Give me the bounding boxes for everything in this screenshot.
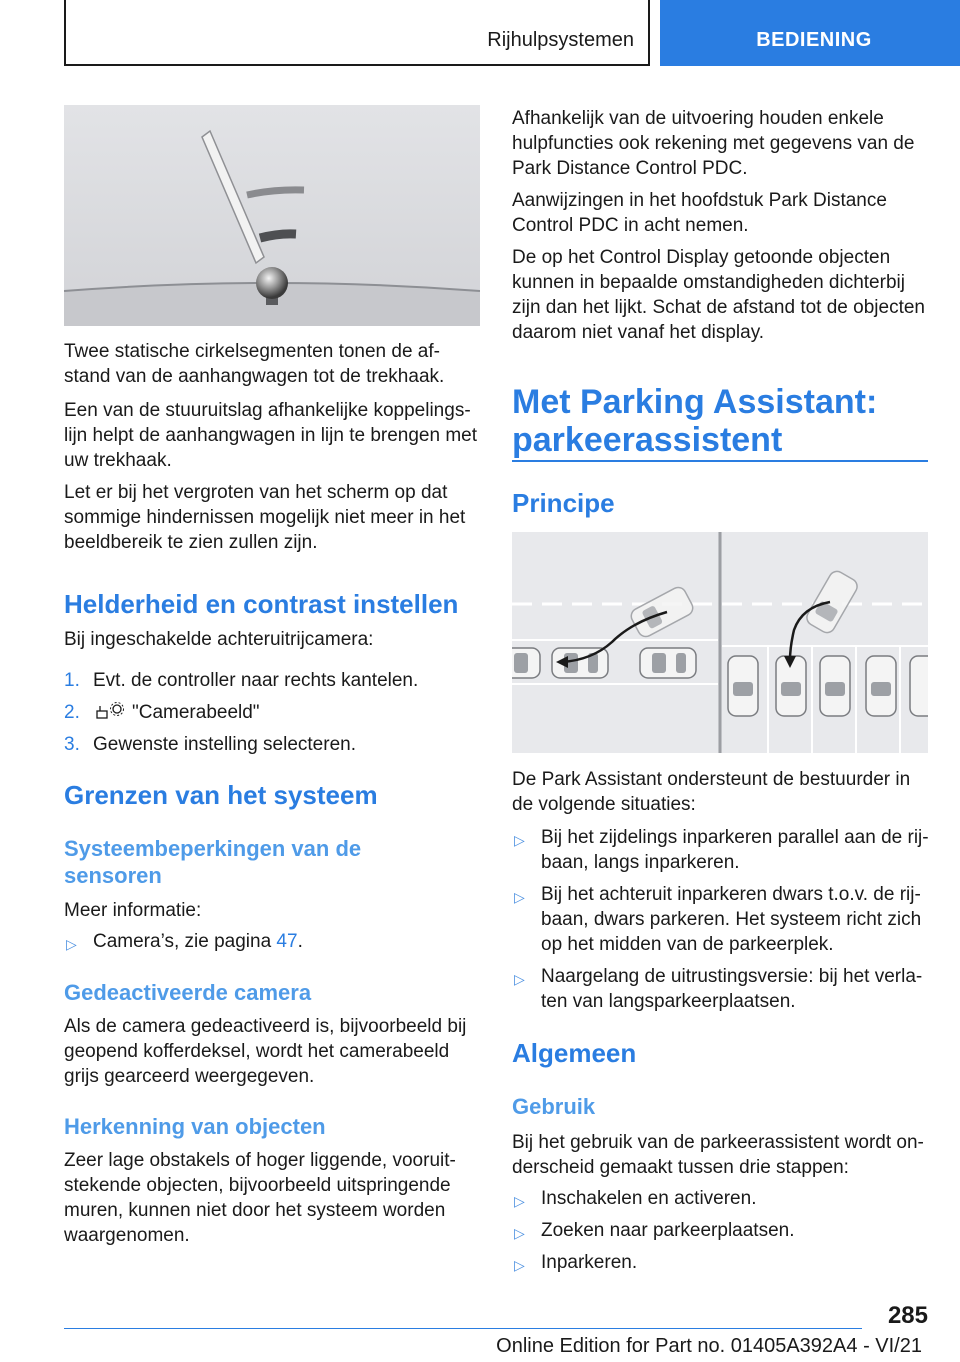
heading-object-detection: Herkenning van objecten — [64, 1114, 326, 1139]
header-section-frame — [64, 0, 650, 66]
use-step-text: Zoeken naar parkeerplaatsen. — [541, 1220, 795, 1241]
use-step-text: Inschakelen en activeren. — [541, 1188, 757, 1209]
footer-edition: Online Edition for Part no. 01405A392A4 - VI/21 — [496, 1335, 922, 1357]
camera-settings-icon — [95, 700, 127, 731]
right-paragraph-2: Aanwijzingen in het hoofdstuk Park Distance Control PDC in acht nemen. — [512, 190, 887, 236]
object-detection-text: Zeer lage obstakels of hoger liggende, vooruit- stekende objecten, bijvoorbeeld uitspringende muren, kunnen niet door het systeem worden waargenomen. — [64, 1150, 456, 1246]
triangle-right-icon: ▷ — [514, 971, 525, 987]
triangle-right-icon: ▷ — [514, 832, 525, 848]
right-paragraph-1: Afhankelijk van de uitvoering houden enkele hulpfuncties ook rekening met gegevens van de Park Distance Control PDC. — [512, 108, 915, 179]
parking-scenarios-graphic — [512, 532, 928, 753]
principle-intro: De Park Assistant ondersteunt de bestuurder in de volgende situaties: — [512, 769, 911, 815]
page-number: 285 — [887, 1302, 928, 1329]
page-header — [0, 0, 960, 66]
heading-brightness: Helderheid en contrast instellen — [64, 589, 459, 619]
situation-text: Naargelang de uitrustingsversie: bij het verla- ten van langsparkeerplaatsen. — [541, 966, 923, 1012]
footer-rule — [64, 1328, 862, 1329]
parking-scenarios-illustration — [512, 532, 928, 753]
left-paragraph-2: Een van de stuuruitslag afhankelijke koppelings- lijn helpt de aanhangwagen in lijn te brengen met uw trekhaak. — [64, 400, 478, 471]
heading-deactivated-camera: Gedeactiveerde camera — [64, 980, 312, 1005]
parked-car — [640, 648, 696, 678]
heading-system-limits: Grenzen van het systeem — [64, 780, 378, 810]
camera-reference-text — [93, 929, 303, 954]
camera-guideline-illustration — [64, 105, 480, 326]
step-number: 1. — [64, 670, 80, 691]
more-info-label: Meer informatie: — [64, 900, 202, 921]
step-text: Evt. de controller naar rechts kantelen. — [93, 670, 419, 691]
parked-car — [910, 656, 928, 716]
step-text: "Camerabeeld" — [132, 702, 260, 723]
parked-car — [512, 648, 540, 678]
left-paragraph-1: Twee statische cirkelsegmenten tonen de af- stand van de aanhangwagen tot de trekhaak. — [64, 341, 445, 387]
left-paragraph-3: Let er bij het vergroten van het scherm op dat sommige hindernissen mogelijk niet meer in het beeldbereik te zien zullen zijn. — [64, 482, 466, 553]
triangle-right-icon: ▷ — [514, 1193, 525, 1209]
parked-car — [728, 656, 758, 716]
triangle-right-icon: ▷ — [66, 936, 77, 952]
camera-reference-end: . — [297, 931, 303, 952]
header-chapter-tab — [660, 0, 960, 66]
heading-sensor-limits: Systeembeperkingen van de sensoren — [64, 836, 362, 888]
chapter-title: Met Parking Assistant: parkeerassistent — [512, 383, 878, 459]
triangle-right-icon: ▷ — [514, 1225, 525, 1241]
triangle-right-icon: ▷ — [514, 1257, 525, 1273]
header-chapter-label: BEDIENING — [756, 29, 872, 51]
page-47-link[interactable]: 47 — [276, 931, 298, 952]
step-number: 3. — [64, 734, 80, 755]
heading-principle: Principe — [512, 488, 615, 518]
deactivated-camera-text: Als de camera gedeactiveerd is, bijvoorbeeld bij geopend kofferdeksel, wordt het camerabeeld grijs gearceerd weergegeven. — [64, 1016, 467, 1087]
parked-car — [820, 656, 850, 716]
heading-general: Algemeen — [512, 1038, 637, 1068]
right-paragraph-3: De op het Control Display getoonde objecten kunnen in bepaalde omstandigheden dichterbij zijn dan het lijkt. Schat de afstand tot de objecten daarom niet vanaf het display. — [512, 247, 925, 343]
use-step-text: Inparkeren. — [541, 1252, 638, 1273]
situation-text: Bij het achteruit inparkeren dwars t.o.v. de rij- baan, dwars parkeren. Het systeem richt zich op het midden van de parkeerplek. — [541, 884, 922, 955]
parked-car — [866, 656, 896, 716]
brightness-intro: Bij ingeschakelde achteruitrijcamera: — [64, 629, 374, 650]
use-intro: Bij het gebruik van de parkeerassistent wordt on- derscheid gemaakt tussen drie stappen: — [512, 1132, 924, 1178]
camera-reference-label: Camera’s, zie pagina — [93, 931, 277, 952]
heading-use: Gebruik — [512, 1094, 596, 1119]
situation-text: Bij het zijdelings inparkeren parallel aan de rij- baan, langs inparkeren. — [541, 827, 929, 873]
header-section-title: Rijhulpsystemen — [487, 29, 634, 51]
triangle-right-icon: ▷ — [514, 889, 525, 905]
chapter-title-rule — [512, 460, 928, 462]
step-text: Gewenste instelling selecteren. — [93, 734, 356, 755]
camera-guideline-graphic — [64, 105, 480, 326]
step-number: 2. — [64, 702, 80, 723]
